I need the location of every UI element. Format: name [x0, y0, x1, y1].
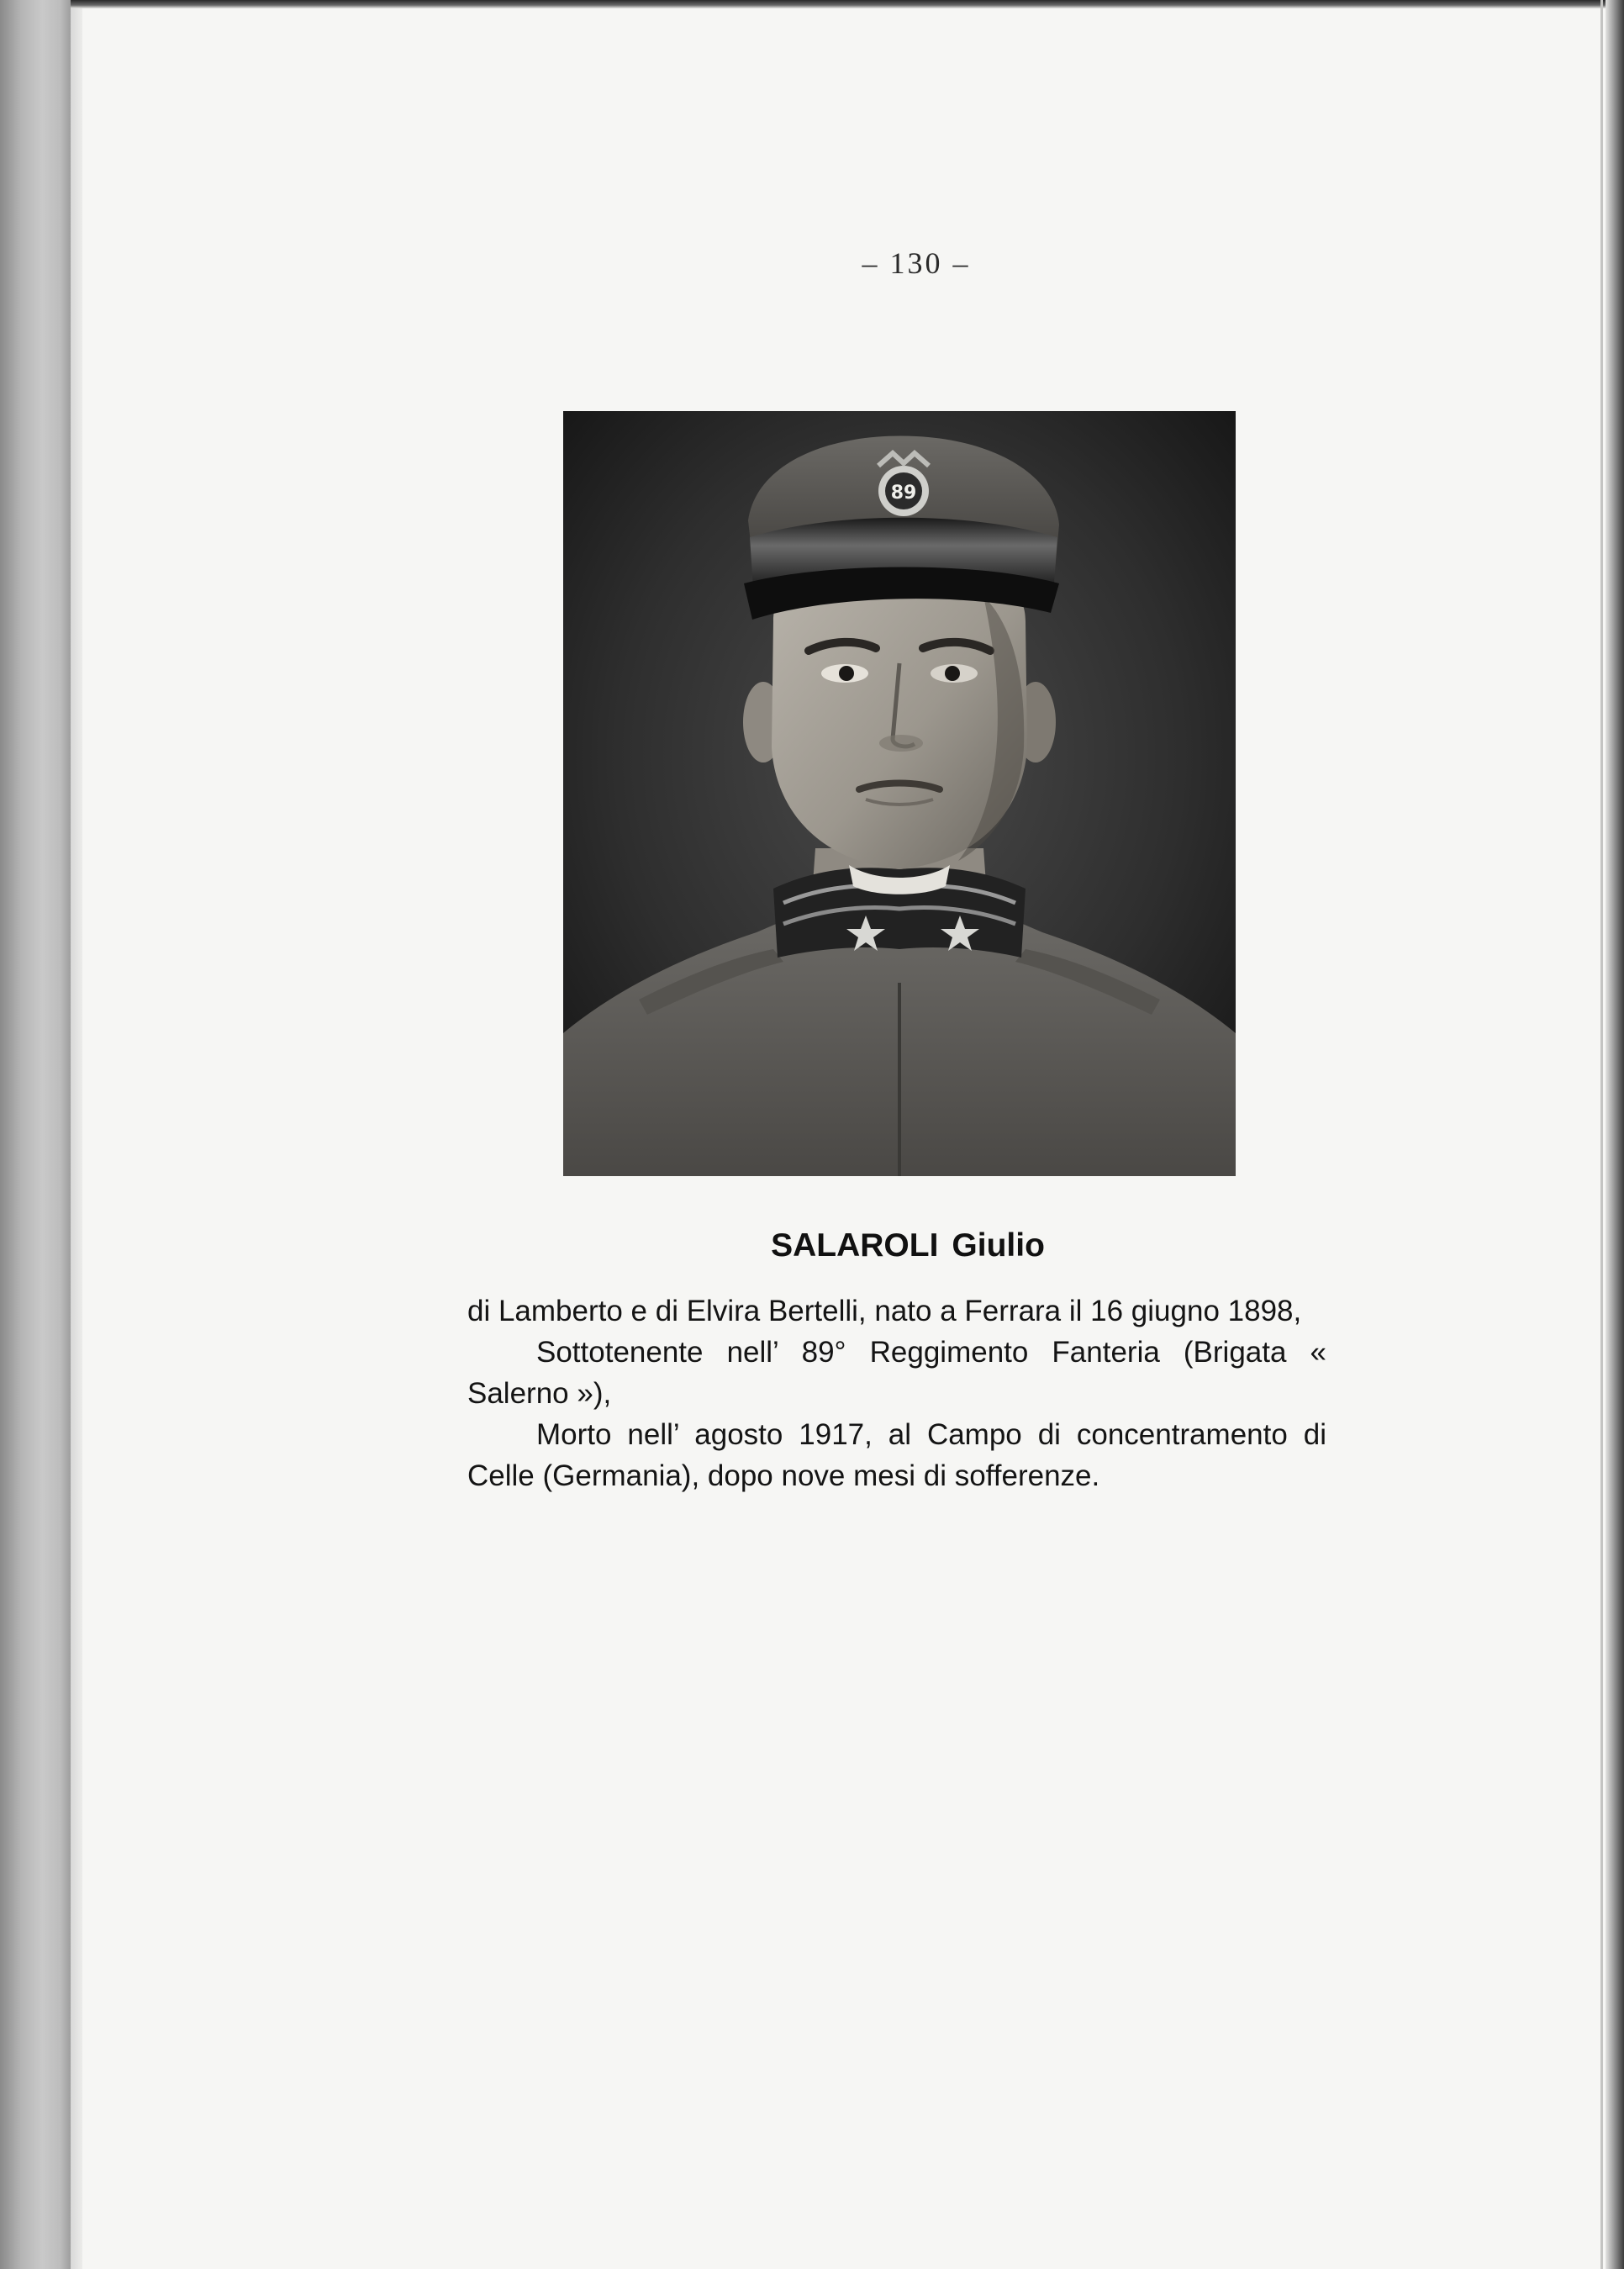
page-gutter	[71, 0, 82, 2269]
entry-surname: SALAROLI	[771, 1227, 939, 1264]
cap-badge-number: 89	[890, 483, 917, 504]
biography-paragraph-rank: Sottotenente nell’ 89° Reggimento Fanteria (Brigata « Salerno »),	[467, 1336, 1326, 1410]
portrait-illustration	[563, 411, 1236, 1176]
portrait-photo	[563, 411, 1236, 1176]
entry-biography	[467, 1290, 1326, 1496]
biography-paragraph-parents: di Lamberto e di Elvira Bertelli, nato a Ferrara il 16 giugno 1898,	[467, 1295, 1302, 1327]
page-top-edge	[71, 0, 1624, 8]
entry-title	[706, 1227, 1110, 1278]
biography-paragraph-death: Morto nell’ agosto 1917, al Campo di concentramento di Celle (Germania), dopo nove mesi di sofferenze.	[467, 1418, 1326, 1492]
page-number: – 130 –	[862, 246, 971, 280]
nose-shadow	[879, 735, 923, 752]
page-edge-line	[1600, 0, 1603, 2269]
left-pupil	[839, 666, 854, 681]
right-pupil	[945, 666, 960, 681]
book-spine	[0, 0, 71, 2269]
page-right-edge	[1606, 0, 1624, 2269]
entry-given-name: Giulio	[952, 1227, 1045, 1264]
